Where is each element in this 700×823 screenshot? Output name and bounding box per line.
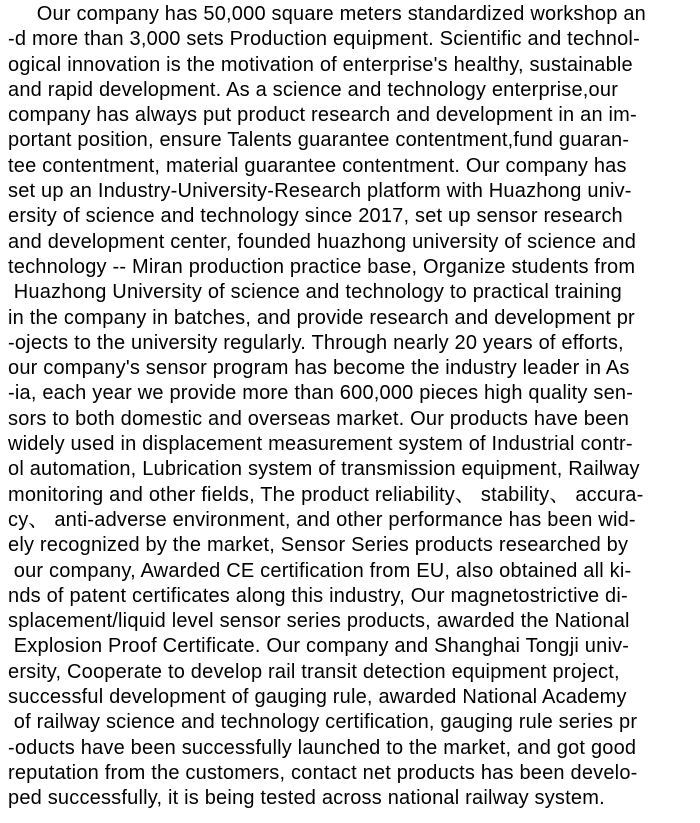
text-line: sors to both domestic and overseas market. Our products have been — [8, 407, 630, 430]
text-line: -d more than 3,000 sets Production equipment. Scientific and technol- — [8, 28, 640, 51]
text-line: and rapid development. As a science and technology enterprise,our — [8, 78, 619, 101]
text-line: Explosion Proof Certificate. Our company and Shanghai Tongji univ- — [8, 635, 630, 658]
text-line: ersity, Cooperate to develop rail transit detection equipment project, — [8, 660, 620, 683]
text-line: reputation from the customers, contact net products has been develo- — [8, 761, 638, 784]
text-line: ersity of science and technology since 2017, set up sensor research — [8, 205, 623, 228]
text-line: set up an Industry-University-Research platform with Huazhong univ- — [8, 180, 632, 203]
text-line: monitoring and other fields, The product reliability、 stability、 accura- — [8, 483, 644, 506]
text-line: ol automation, Lubrication system of transmission equipment, Railway — [8, 458, 640, 481]
text-line: of railway science and technology certification, gauging rule series pr — [8, 711, 638, 734]
text-line: successful development of gauging rule, awarded National Academy — [8, 686, 627, 709]
text-line: Huazhong University of science and technology to practical training — [8, 281, 622, 304]
text-line: portant position, ensure Talents guarantee contentment,fund guaran- — [8, 129, 630, 152]
company-profile-text — [8, 2, 696, 812]
text-line: Our company has 50,000 square meters standardized workshop an — [8, 3, 646, 25]
text-line: our company's sensor program has become the industry leader in As — [8, 357, 630, 380]
text-line: cy、 anti-adverse environment, and other performance has been wid- — [8, 508, 636, 531]
text-line: -oducts have been successfully launched to the market, and got good — [8, 736, 637, 759]
text-line: -ojects to the university regularly. Through nearly 20 years of efforts, — [8, 331, 624, 354]
text-line: ped successfully, it is being tested across national railway system. — [8, 787, 605, 810]
text-line: company has always put product research and development in an im- — [8, 104, 637, 127]
text-line: ogical innovation is the motivation of enterprise's healthy, sustainable — [8, 53, 633, 76]
text-line: widely used in displacement measurement system of Industrial contr- — [8, 433, 633, 456]
text-line: -ia, each year we provide more than 600,000 pieces high quality sen- — [8, 382, 634, 405]
text-line: our company, Awarded CE certification from EU, also obtained all ki- — [8, 559, 632, 582]
text-line: ely recognized by the market, Sensor Series products researched by — [8, 534, 629, 557]
text-line: technology -- Miran production practice base, Organize students from — [8, 255, 636, 278]
text-line: nds of patent certificates along this industry, Our magnetostrictive di- — [8, 584, 628, 607]
text-line: tee contentment, material guarantee contentment. Our company has — [8, 154, 627, 177]
text-line: in the company in batches, and provide research and development pr — [8, 306, 635, 329]
text-line: splacement/liquid level sensor series products, awarded the National — [8, 610, 630, 633]
text-line: and development center, founded huazhong university of science and — [8, 230, 637, 253]
